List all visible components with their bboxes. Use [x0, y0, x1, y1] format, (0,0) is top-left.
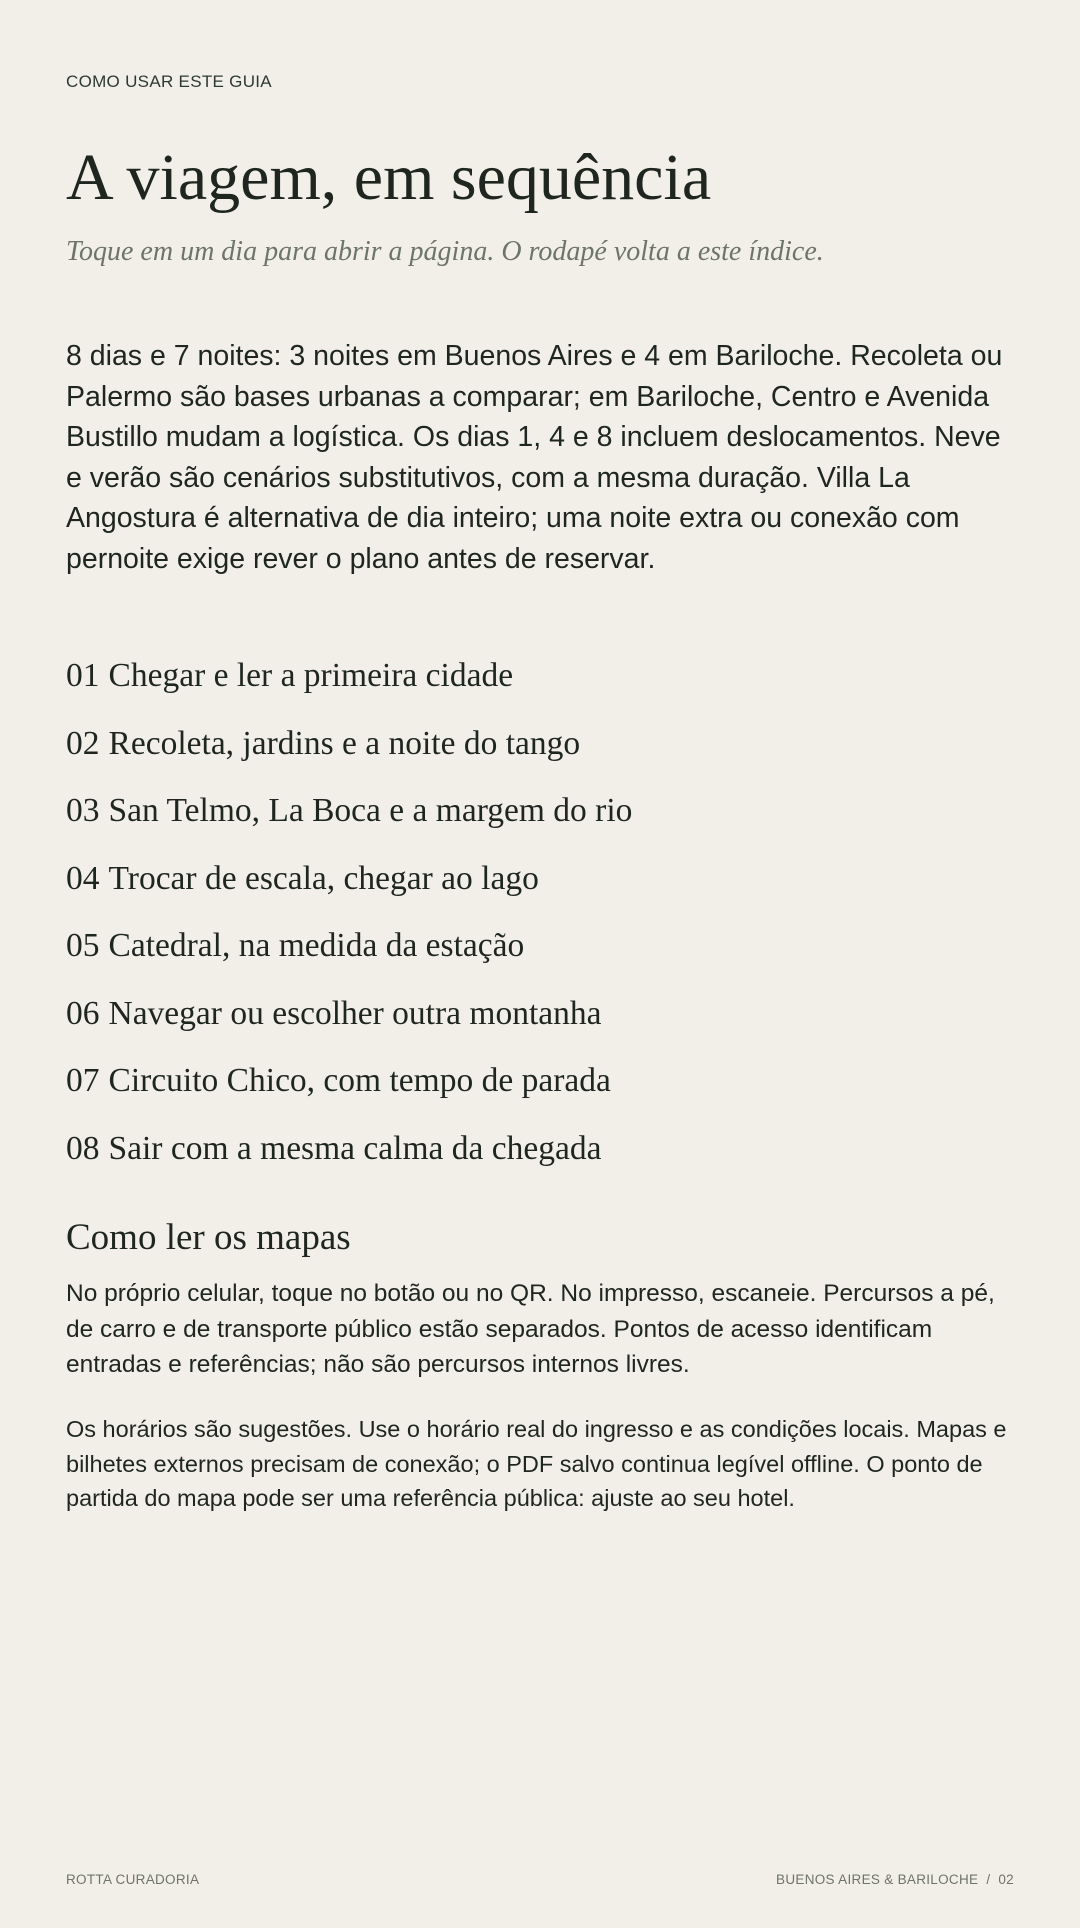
day-title: Circuito Chico, com tempo de parada	[108, 1062, 611, 1099]
day-link-07[interactable]	[66, 1057, 632, 1125]
footer-separator: /	[986, 1872, 991, 1887]
day-title: Trocar de escala, chegar ao lago	[108, 859, 539, 897]
maps-paragraph-2: Os horários são sugestões. Use o horário real do ingresso e as condições locais. Mapas e bilhetes externos precisam de conexão; o PDF salvo continua legível offline. O ponto de partida do mapa pode ser uma referência pública: ajuste ao seu hotel.	[66, 1416, 1007, 1511]
day-link-03[interactable]	[66, 787, 632, 855]
footer-page-info[interactable]	[776, 1872, 1014, 1887]
maps-paragraph-1: No próprio celular, toque no botão ou no QR. No impresso, escaneie. Percursos a pé, de carro e de transporte público estão separados. Pontos de acesso identificam entradas e referências; não são percursos internos livres.	[66, 1280, 995, 1378]
day-link-05[interactable]	[66, 922, 632, 990]
day-link-01[interactable]	[66, 652, 632, 720]
day-number: 02	[66, 724, 100, 762]
day-title: Catedral, na medida da estação	[108, 927, 525, 964]
footer-guide-name: BUENOS AIRES & BARILOCHE	[776, 1872, 979, 1887]
page-title: A viagem, em sequência	[66, 141, 712, 214]
intro-paragraph: 8 dias e 7 noites: 3 noites em Buenos Aires e 4 em Bariloche. Recoleta ou Palermo são bases urbanas a comparar; em Bariloche, Centro e Avenida Bustillo mudam a logística. Os dias 1, 4 e 8 incluem deslocamentos. Neve e verão são cenários substitutivos, com a mesma duração. Villa La Angostura é alternativa de dia inteiro; uma noite extra ou conexão com pernoite exige rever o plano antes de reservar.	[66, 340, 1003, 575]
day-link-04[interactable]	[66, 855, 632, 923]
guide-page	[66, 0, 1014, 1928]
footer-page-number: 02	[998, 1872, 1014, 1887]
day-number: 01	[66, 657, 100, 694]
day-number: 05	[66, 927, 100, 964]
day-title: San Telmo, La Boca e a margem do rio	[108, 792, 633, 829]
page-subtitle: Toque em um dia para abrir a página. O rodapé volta a este índice.	[66, 236, 824, 267]
section-eyebrow: COMO USAR ESTE GUIA	[66, 72, 272, 91]
day-index-list	[66, 652, 632, 1192]
day-title: Chegar e ler a primeira cidade	[108, 657, 514, 694]
day-title: Recoleta, jardins e a noite do tango	[108, 724, 581, 762]
day-link-02[interactable]	[66, 720, 632, 788]
day-number: 06	[66, 994, 100, 1032]
day-number: 08	[66, 1129, 100, 1167]
day-title: Navegar ou escolher outra montanha	[108, 994, 602, 1032]
maps-section-heading: Como ler os mapas	[66, 1217, 351, 1258]
day-number: 04	[66, 859, 100, 897]
footer-brand: ROTTA CURADORIA	[66, 1872, 200, 1887]
day-link-08[interactable]	[66, 1125, 632, 1193]
day-link-06[interactable]	[66, 990, 632, 1058]
day-number: 07	[66, 1062, 100, 1099]
day-number: 03	[66, 792, 100, 829]
day-title: Sair com a mesma calma da chegada	[108, 1129, 602, 1167]
